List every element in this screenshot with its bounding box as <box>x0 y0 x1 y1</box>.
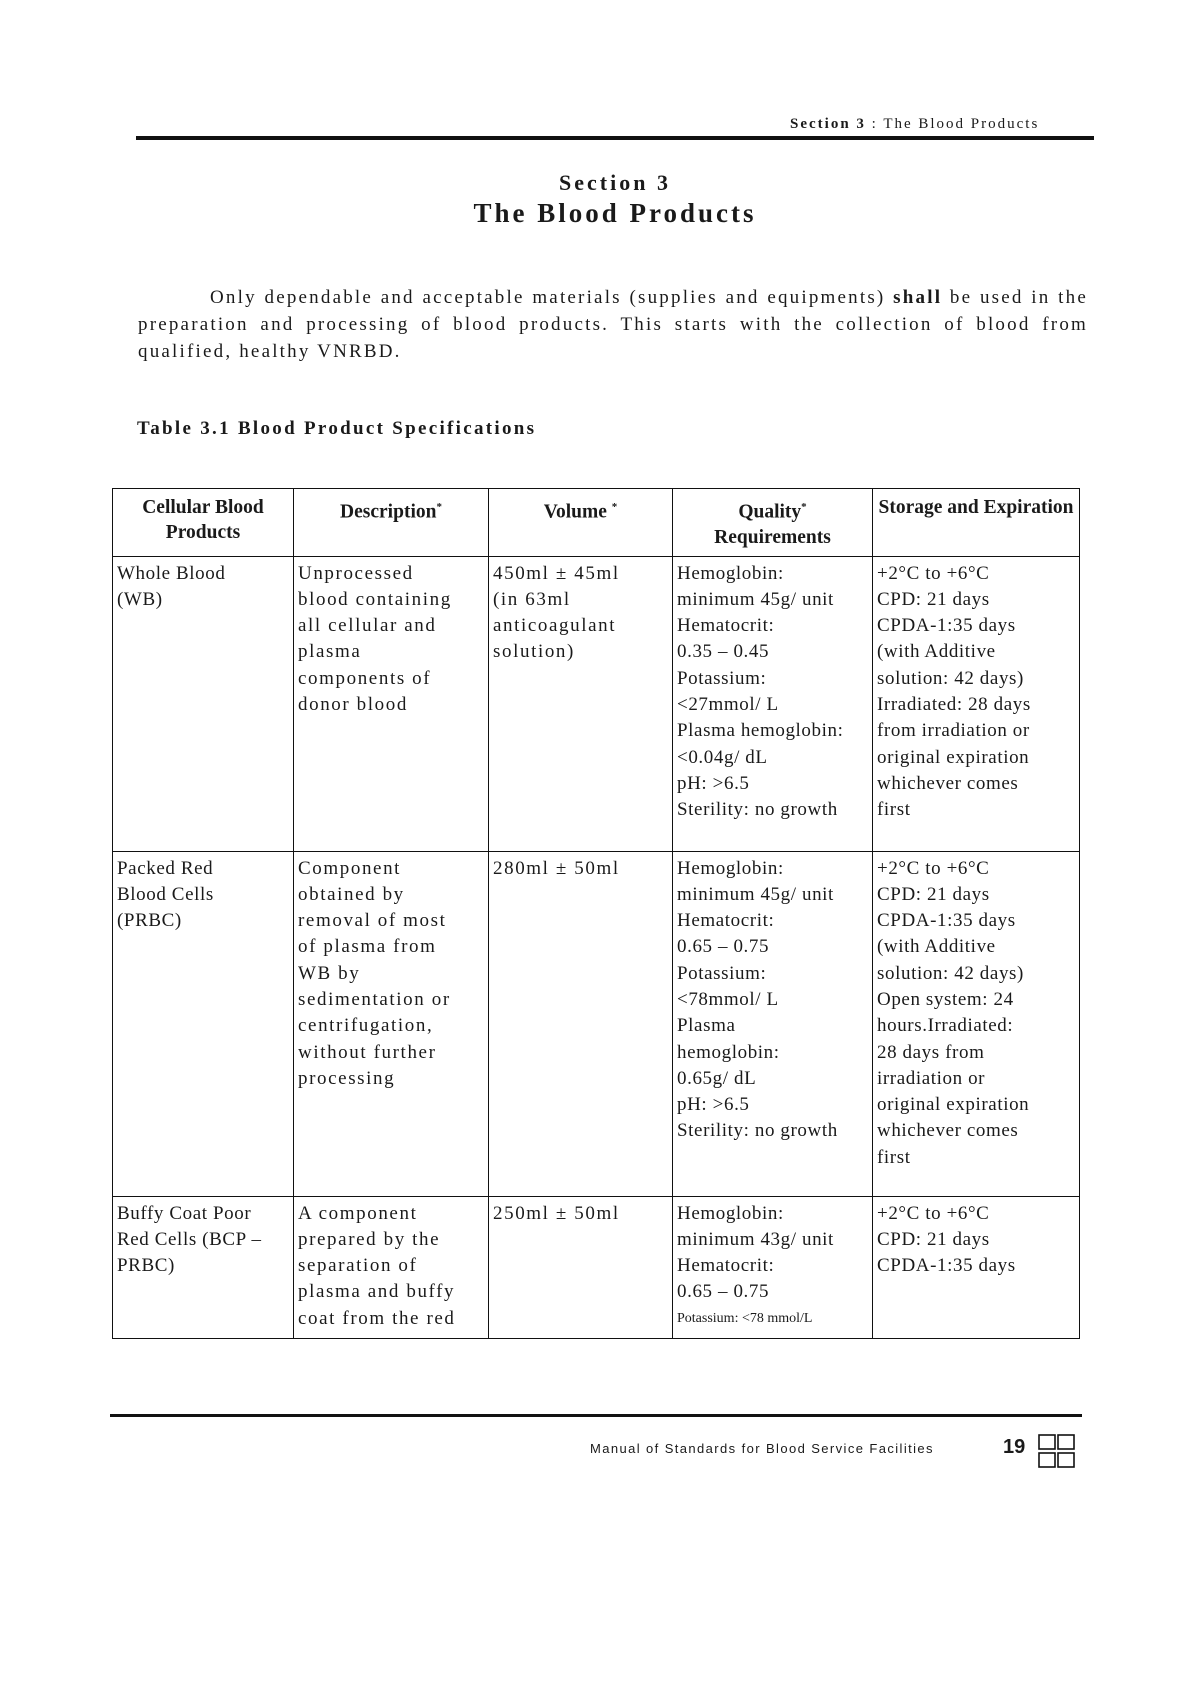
page-grid-icon <box>1037 1433 1077 1469</box>
cell-line: first <box>877 799 911 821</box>
cell-line: anticoagulant <box>493 615 617 637</box>
cell-quality <box>673 556 873 851</box>
cell-line: solution) <box>493 641 575 663</box>
cell-line: donor blood <box>298 693 408 715</box>
cell-line: Hematocrit: <box>677 910 775 932</box>
cell-line: 250ml ± 50ml <box>493 1202 620 1224</box>
cell-line: Packed Red <box>117 857 214 879</box>
cell-line: hemoglobin: <box>677 1041 780 1063</box>
cell-line: Hematocrit: <box>677 615 775 637</box>
cell-line: minimum 43g/ unit <box>677 1228 834 1250</box>
table-row <box>113 1196 1080 1338</box>
cell-line: sedimentation or <box>298 988 451 1010</box>
header-quality-label-2: Requirements <box>714 526 831 548</box>
header-description-label: Description <box>340 501 437 523</box>
cell-line: CPD: 21 days <box>877 588 990 610</box>
cell-line: WB by <box>298 962 361 984</box>
cell-line: whichever comes <box>877 1120 1019 1142</box>
section-title: The Blood Products <box>473 198 757 228</box>
cell-line: PRBC) <box>117 1255 175 1277</box>
header-volume-mark: * <box>611 501 618 513</box>
cell-line: minimum 45g/ unit <box>677 883 834 905</box>
intro-text-before: Only dependable and acceptable materials (supplies and equipments) <box>210 287 894 308</box>
cell-line: removal of most <box>298 910 447 932</box>
cell-line: CPDA-1:35 days <box>877 1255 1016 1277</box>
header-description <box>294 489 489 557</box>
cell-storage <box>873 1196 1080 1338</box>
cell-line: (WB) <box>117 588 163 610</box>
header-quality-mark: * <box>801 501 807 513</box>
cell-line: minimum 45g/ unit <box>677 588 834 610</box>
cell-line: Buffy Coat Poor <box>117 1202 252 1224</box>
cell-line: original expiration <box>877 1094 1030 1116</box>
cell-line: solution: 42 days) <box>877 667 1024 689</box>
cell-line: of plasma from <box>298 936 437 958</box>
cell-line: +2°C to +6°C <box>877 1202 990 1224</box>
cell-line: obtained by <box>298 883 405 905</box>
header-description-mark: * <box>436 501 442 513</box>
cell-line: 0.65 – 0.75 <box>677 936 770 958</box>
cell-line: 0.65g/ dL <box>677 1067 757 1089</box>
page-number: 19 <box>1003 1436 1026 1458</box>
running-head-section: Section 3 <box>790 116 866 132</box>
table-row <box>113 556 1080 851</box>
cell-quality <box>673 851 873 1196</box>
intro-bold-word: shall <box>893 287 943 308</box>
cell-volume <box>489 851 673 1196</box>
cell-line: plasma <box>298 641 362 663</box>
header-quality-label: Quality <box>738 501 802 523</box>
cell-description <box>294 851 489 1196</box>
cell-line: Sterility: no growth <box>677 799 838 821</box>
cell-line: pH: >6.5 <box>677 772 750 794</box>
cell-line: hours.Irradiated: <box>877 1015 1014 1037</box>
cell-line: separation of <box>298 1255 418 1277</box>
cell-product <box>113 851 294 1196</box>
cell-product <box>113 556 294 851</box>
table-caption: Table 3.1 Blood Product Specifications <box>137 418 537 439</box>
cell-line: Potassium: <78 mmol/L <box>677 1310 813 1326</box>
cell-line: Whole Blood <box>117 562 226 584</box>
cell-storage <box>873 556 1080 851</box>
cell-line: <78mmol/ L <box>677 988 779 1010</box>
cell-volume <box>489 1196 673 1338</box>
cell-line: <27mmol/ L <box>677 693 779 715</box>
cell-line: Irradiated: 28 days <box>877 693 1031 715</box>
cell-line: Blood Cells <box>117 883 214 905</box>
cell-line: Sterility: no growth <box>677 1120 838 1142</box>
cell-line: Plasma <box>677 1015 736 1037</box>
intro-text-after: be used in the preparation and processing of blood products. This starts with the collection of blood from qualified, healthy VNRBD. <box>138 287 1088 362</box>
cell-line: 28 days from <box>877 1041 985 1063</box>
running-head-title: : The Blood Products <box>865 116 1040 132</box>
cell-line: Hemoglobin: <box>677 1202 784 1224</box>
blood-product-table <box>112 488 1080 1339</box>
cell-storage <box>873 851 1080 1196</box>
cell-line: Open system: 24 <box>877 988 1014 1010</box>
cell-line: centrifugation, <box>298 1015 434 1037</box>
cell-quality <box>673 1196 873 1338</box>
cell-line: original expiration <box>877 746 1030 768</box>
cell-line: 0.35 – 0.45 <box>677 641 770 663</box>
cell-line: (PRBC) <box>117 910 182 932</box>
cell-line: Unprocessed <box>298 562 414 584</box>
cell-line: coat from the red <box>298 1307 456 1329</box>
cell-description <box>294 1196 489 1338</box>
cell-line: all cellular and <box>298 615 437 637</box>
cell-line: Hemoglobin: <box>677 562 784 584</box>
cell-line: blood containing <box>298 588 452 610</box>
header-rule <box>136 136 1094 140</box>
header-volume <box>489 489 673 557</box>
section-number: Section 3 <box>559 170 671 195</box>
cell-volume <box>489 556 673 851</box>
cell-line: CPD: 21 days <box>877 1228 990 1250</box>
cell-line: 0.65 – 0.75 <box>677 1281 770 1303</box>
cell-line: irradiation or <box>877 1067 986 1089</box>
cell-line: +2°C to +6°C <box>877 562 990 584</box>
footer-rule <box>110 1414 1082 1417</box>
cell-line: (with Additive <box>877 936 996 958</box>
cell-line: (with Additive <box>877 641 996 663</box>
cell-line: components of <box>298 667 432 689</box>
cell-line: Hematocrit: <box>677 1255 775 1277</box>
intro-paragraph <box>138 284 1088 365</box>
cell-line: Red Cells (BCP – <box>117 1228 262 1250</box>
cell-line: whichever comes <box>877 772 1019 794</box>
header-storage: Storage and Expiration <box>873 489 1080 557</box>
cell-line: solution: 42 days) <box>877 962 1024 984</box>
cell-line: CPD: 21 days <box>877 883 990 905</box>
header-cellular-products: Cellular Blood Products <box>113 489 294 557</box>
cell-line: A component <box>298 1202 418 1224</box>
header-volume-label: Volume <box>543 501 607 523</box>
cell-line: Potassium: <box>677 667 767 689</box>
footer-manual-title: Manual of Standards for Blood Service Facilities <box>590 1441 934 1456</box>
table-row <box>113 851 1080 1196</box>
cell-line: Potassium: <box>677 962 767 984</box>
cell-line: 450ml ± 45ml <box>493 562 620 584</box>
cell-line: first <box>877 1146 911 1168</box>
header-quality <box>673 489 873 557</box>
cell-line: (in 63ml <box>493 588 571 610</box>
cell-line: 280ml ± 50ml <box>493 857 620 879</box>
cell-line: pH: >6.5 <box>677 1094 750 1116</box>
cell-line: Hemoglobin: <box>677 857 784 879</box>
table-header-row <box>113 489 1080 557</box>
cell-product <box>113 1196 294 1338</box>
cell-line: Plasma hemoglobin: <box>677 720 844 742</box>
cell-line: CPDA-1:35 days <box>877 615 1016 637</box>
cell-line: +2°C to +6°C <box>877 857 990 879</box>
cell-line: prepared by the <box>298 1228 441 1250</box>
cell-line: plasma and buffy <box>298 1281 456 1303</box>
cell-line: CPDA-1:35 days <box>877 910 1016 932</box>
cell-line: from irradiation or <box>877 720 1030 742</box>
cell-line: without further <box>298 1041 437 1063</box>
cell-description <box>294 556 489 851</box>
cell-line: processing <box>298 1067 396 1089</box>
cell-line: Component <box>298 857 402 879</box>
running-head <box>790 116 1090 133</box>
cell-line: <0.04g/ dL <box>677 746 768 768</box>
